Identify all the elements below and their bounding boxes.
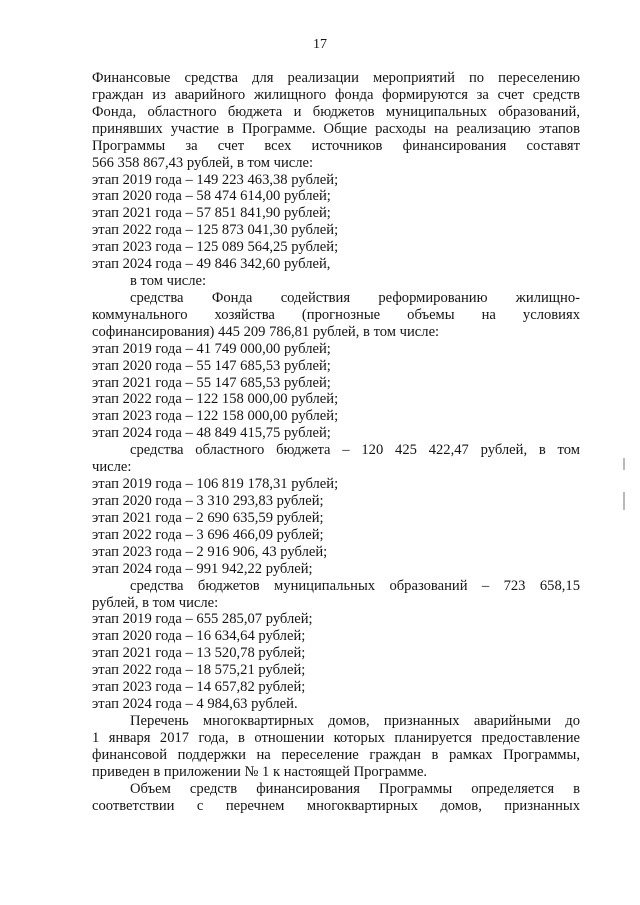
text-line: этап 2019 года – 149 223 463,38 рублей; [92, 171, 339, 188]
text-line: финансовой поддержки на переселение граждан в рамках Программы, [92, 746, 580, 763]
scan-artifact-line [623, 492, 625, 510]
text-line: этап 2024 года – 991 942,22 рублей; [92, 560, 313, 577]
page-number: 17 [313, 37, 327, 52]
text-line: Финансовые средства для реализации мероприятий по переселению [92, 70, 580, 86]
text-line: этап 2023 года – 14 657,82 рублей; [92, 679, 306, 696]
text-line: средства бюджетов муниципальных образований – 723 658,15 [130, 577, 580, 594]
text-line: Объем средств финансирования Программы определяется в [130, 780, 580, 797]
text-line: этап 2024 года – 48 849 415,75 рублей; [92, 425, 331, 442]
text-line: этап 2024 года – 4 984,63 рублей. [92, 696, 298, 713]
text-line: коммунального хозяйства (прогнозные объемы на условиях [92, 306, 580, 323]
text-line: средства областного бюджета – 120 425 422,47 рублей, в том [130, 442, 580, 459]
text-line: софинансирования) 445 209 786,81 рублей, в том числе: [92, 323, 440, 340]
text-line: этап 2023 года – 2 916 906, 43 рублей; [92, 543, 328, 560]
text-line: Фонда, областного бюджета и бюджетов муниципальных образований, [92, 103, 580, 120]
text-line: этап 2020 года – 58 474 614,00 рублей; [92, 188, 331, 205]
text-line: 566 358 867,43 рублей, в том числе: [92, 154, 314, 171]
text-line: этап 2022 года – 122 158 000,00 рублей; [92, 391, 339, 408]
text-line: рублей, в том числе: [92, 594, 219, 611]
text-line: этап 2024 года – 49 846 342,60 рублей, [92, 256, 331, 273]
text-line: принявших участие в Программе. Общие расходы на реализацию этапов [92, 120, 580, 137]
text-line: этап 2019 года – 106 819 178,31 рублей; [92, 476, 339, 493]
text-line: этап 2021 года – 2 690 635,59 рублей; [92, 509, 324, 526]
text-line: 1 января 2017 года, в отношении которых планируется предоставление [92, 729, 580, 746]
text-line: этап 2023 года – 125 089 564,25 рублей; [92, 239, 339, 256]
text-line: этап 2022 года – 18 575,21 рублей; [92, 662, 306, 679]
text-line: этап 2022 года – 125 873 041,30 рублей; [92, 222, 339, 239]
text-line: этап 2023 года – 122 158 000,00 рублей; [92, 408, 339, 425]
text-line: в том числе: [130, 273, 207, 290]
text-line: этап 2021 года – 55 147 685,53 рублей; [92, 374, 331, 391]
text-line: Перечень многоквартирных домов, признанных аварийными до [130, 712, 580, 729]
text-line: приведен в приложении № 1 к настоящей Программе. [92, 763, 428, 780]
text-line: этап 2022 года – 3 696 466,09 рублей; [92, 526, 324, 543]
scan-artifact-line [623, 458, 625, 470]
text-line: этап 2019 года – 41 749 000,00 рублей; [92, 340, 331, 357]
text-line: этап 2021 года – 13 520,78 рублей; [92, 645, 306, 662]
text-line: этап 2021 года – 57 851 841,90 рублей; [92, 205, 331, 222]
text-line: этап 2020 года – 16 634,64 рублей; [92, 628, 306, 645]
text-line: средства Фонда содействия реформированию жилищно- [130, 289, 580, 306]
text-line: этап 2020 года – 3 310 293,83 рублей; [92, 493, 324, 509]
text-line: граждан из аварийного жилищного фонда формируются за счет средств [92, 86, 580, 103]
text-line: Программы за счет всех источников финансирования составят [92, 137, 580, 154]
text-line: этап 2020 года – 55 147 685,53 рублей; [92, 357, 331, 374]
text-line: соответствии с перечнем многоквартирных домов, признанных [92, 797, 580, 814]
text-line: числе: [92, 459, 132, 476]
text-line: этап 2019 года – 655 285,07 рублей; [92, 611, 313, 628]
